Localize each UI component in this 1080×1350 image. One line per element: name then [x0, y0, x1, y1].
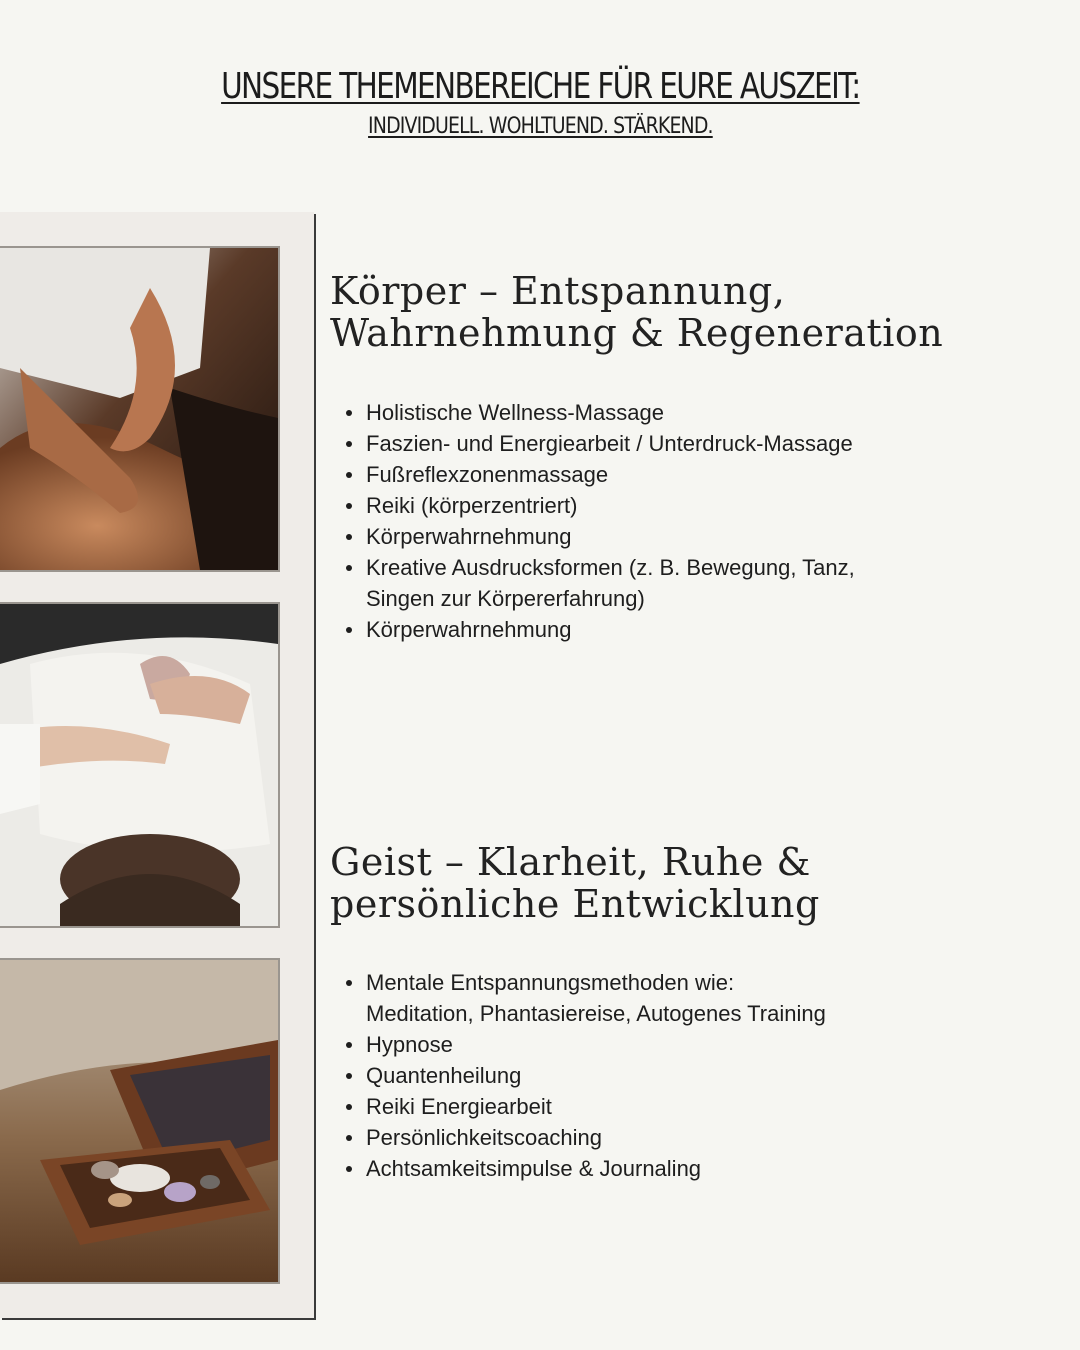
section-title-line: Wahrnehmung & Regeneration: [330, 311, 944, 355]
list-item: Fußreflexzonenmassage: [366, 459, 855, 490]
list-item: Hypnose: [366, 1029, 826, 1060]
section-title-line: persönliche Entwicklung: [330, 882, 820, 926]
list-item: Achtsamkeitsimpulse & Journaling: [366, 1153, 826, 1184]
section-title-line: Geist – Klarheit, Ruhe &: [330, 840, 811, 884]
list-item: Körperwahrnehmung: [366, 614, 855, 645]
reiki-hands-photo: [0, 602, 280, 928]
page-subtitle: INDIVIDUELL. WOHLTUEND. STÄRKEND.: [367, 114, 713, 139]
list-item: Persönlichkeitscoaching: [366, 1122, 826, 1153]
list-item: Kreative Ausdrucksformen (z. B. Bewegung, Tanz, Singen zur Körpererfahrung): [366, 552, 855, 614]
list-item: Faszien- und Energiearbeit / Unterdruck-Massage: [366, 428, 855, 459]
page-title: UNSERE THEMENBEREICHE FÜR EURE AUSZEIT:: [220, 66, 860, 107]
list-item: Quantenheilung: [366, 1060, 826, 1091]
section-title-koerper: [330, 270, 943, 354]
section-title-line: Körper – Entspannung,: [330, 269, 786, 313]
list-item: Reiki (körperzentriert): [366, 490, 855, 521]
list-item: Holistische Wellness-Massage: [366, 397, 855, 428]
photo-column: [0, 212, 314, 1318]
crystal-box-photo: [0, 958, 280, 1284]
list-item: Mentale Entspannungsmethoden wie: Meditation, Phantasiereise, Autogenes Training: [366, 967, 826, 1029]
geist-list: [330, 967, 826, 1184]
list-item: Körperwahrnehmung: [366, 521, 855, 552]
list-item: Reiki Energiearbeit: [366, 1091, 826, 1122]
header: [0, 58, 1080, 139]
section-title-geist: [330, 841, 820, 925]
massage-photo: [0, 246, 280, 572]
koerper-list: [330, 397, 855, 645]
